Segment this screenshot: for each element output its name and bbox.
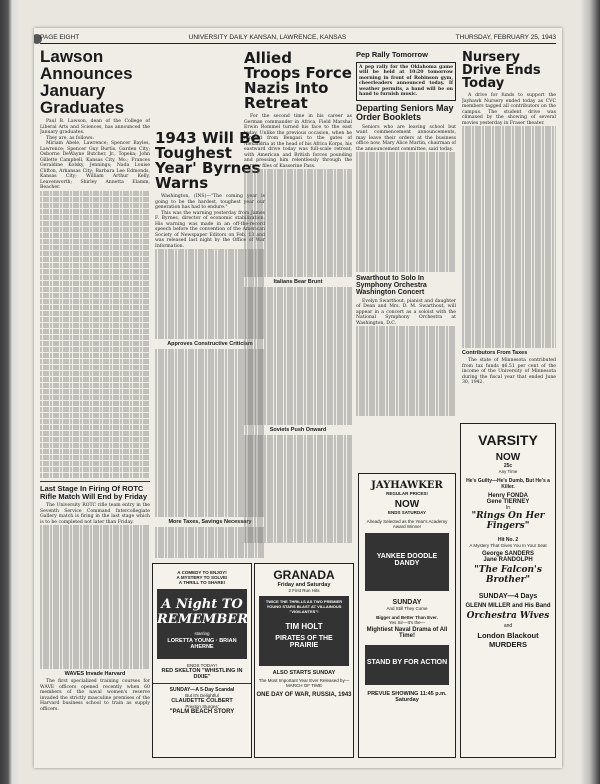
- night-tag-1: A COMEDY TO ENJOY!: [177, 570, 227, 575]
- column-1: [40, 48, 150, 763]
- night-tag-3: A THRILL TO SHARE!: [178, 580, 226, 585]
- jayhawker-bigger: Bigger and Better Than Ever.: [376, 615, 438, 620]
- folio-page-number: PAGE EIGHT: [40, 34, 80, 41]
- allied-lead: For the second time in his career as German commander in Africa, Field Marshal Erwin Rommel turned his face to the east today. Unlike the previous occasion, when he romped from Bengasi to the gates of Alexandria at the head of his Africa Korps, his eastward drive today was full-scale retreat, with American and British forces pounding and pressing him relentlessly through the narrow files of Kasserine Pass.: [244, 114, 352, 169]
- jayhawker-prices: REGULAR PRICES!: [386, 491, 428, 496]
- swarthout-body: Evelyn Swarthout, pianist and daughter of Dean and Mrs. D. M. Swarthout, will appear in a concert as a soloist with the National Symphony Orchestra at Washington, D.C.: [356, 298, 456, 326]
- contributors-body: The state of Minnesota contributed from tax funds $6.51 per cent of the income of the University of Minnesota during the fiscal year that ended June 30, 1942.: [462, 358, 556, 385]
- varsity-name: VARSITY: [478, 432, 538, 448]
- varsity-hit2: Hit No. 2: [497, 537, 519, 543]
- varsity-any-time: Any Time: [498, 469, 518, 474]
- night-title: A Night TO REMEMBER: [157, 597, 249, 627]
- night-ends: ENDS TODAY!: [186, 663, 217, 668]
- body-text-filler: [244, 287, 352, 425]
- body-text-filler: [356, 326, 456, 416]
- jayhawker-sunday: SUNDAY: [392, 599, 422, 606]
- varsity-stars-5: GLENN MILLER and His Band: [465, 603, 551, 609]
- ad-varsity: [460, 423, 556, 758]
- body-text-filler: [244, 169, 352, 277]
- varsity-in: In: [505, 505, 511, 511]
- seniors-headline: Departing Seniors May Order Booklets: [356, 102, 454, 122]
- jayhawker-poster: [365, 533, 449, 591]
- jayhawker-still: And Still They Come: [386, 606, 428, 611]
- varsity-hit2-tag: A Mystery That Gives You In Your Seat: [469, 543, 547, 548]
- nursery-body: A drive for funds to support the Jayhawk Nursery ended today as CVC members tagged all contributors on the campus. The student drive was climaxed by the showing of several movies yesterday in Fraser theater.: [462, 93, 556, 126]
- jayhawker-mightiest: Mightiest Naval Drama of All Time!: [366, 627, 448, 639]
- column-4: [462, 48, 556, 418]
- jayhawker-poster-2: [365, 645, 449, 685]
- jayhawker-ends: ENDS SATURDAY: [387, 510, 426, 515]
- jayhawker-yes: Yes Sir—It's the—: [388, 620, 426, 625]
- granada-days: Friday and Saturday: [277, 582, 331, 588]
- varsity-now: NOW: [495, 452, 521, 463]
- varsity-stars-1: Henry FONDA: [487, 493, 528, 499]
- byrnes-lead: Washington, (INS)—"The coming year is going to be the hardest, toughest year our generation has had to endure.": [155, 194, 265, 210]
- newspaper-page: [34, 28, 562, 768]
- granada-important: The Most Important Year Ever Released by— MARCH OF TIME: [258, 678, 350, 688]
- allied-headline: Allied Troops Force Nazis Into Retreat: [244, 49, 352, 112]
- granada-also: ALSO STARTS SUNDAY: [272, 670, 336, 676]
- byrnes-headline: 1943 Will Be Toughest Year' Byrnes Warns: [155, 129, 261, 192]
- ad-night-to-remember: [152, 563, 252, 758]
- night-stars: LORETTA YOUNG · BRIAN AHERNE: [167, 638, 237, 650]
- seniors-body: Seniors who are leaving school but want commencement announcements, may leave their orders at the business office now, Mary Alice Martin, chairman of the announcement committee, said today.: [356, 124, 456, 152]
- granada-name: GRANADA: [273, 568, 335, 582]
- jayhawker-stand: STAND BY FOR ACTION: [366, 659, 448, 666]
- lawson-headline: Lawson Announces January Graduates: [40, 48, 133, 117]
- rally-headline: Pep Rally Tomorrow: [356, 50, 428, 59]
- varsity-and: and: [503, 623, 513, 629]
- folio-date: THURSDAY, FEBRUARY 25, 1943: [455, 34, 556, 41]
- granada-tag: TWICE THE THRILLS AS TWO PREMIER YOUNG STARS BLAST AT VILLAINOUS "VIGILANTES"!: [265, 599, 343, 614]
- jayhawker-tagline: Already Selected as the Year's Academy Award Winner: [366, 519, 448, 529]
- night-poster: [157, 589, 247, 659]
- jayhawker-name: JAYHAWKER: [371, 480, 443, 491]
- night-tag-2: A MYSTERY TO SOLVE!: [176, 575, 228, 580]
- granada-tim: TIM HOLT: [285, 622, 323, 631]
- byrnes-subhead: Approves Constructive Criticism: [167, 340, 253, 347]
- waves-subhead: WAVES Invade Harvard: [64, 670, 126, 677]
- varsity-stars-2: Gene TIERNEY: [486, 499, 530, 505]
- waves-body: The first specialized training courses for WAVE officers opened recently when 60 members of the naval women's reserve invaded the strictly masculine premises of the Harvard business school to train as supply officers.: [40, 679, 150, 712]
- rotc-headline: Last Stage In Firing Of ROTC Rifle Match Will End by Friday: [40, 484, 148, 501]
- swarthout-headline: Swarthout to Solo In Symphony Orchestra Washington Concert: [356, 274, 427, 296]
- night-starring: starring: [194, 631, 210, 636]
- night-but: But It's Delightful: [185, 693, 219, 698]
- varsity-title-3: Orchestra Wives: [466, 611, 550, 621]
- contributors-subhead: Contributors From Taxes: [462, 349, 528, 356]
- night-palm: "PALM BEACH STORY: [169, 709, 235, 715]
- varsity-title: "Rings On Her Fingers": [471, 511, 545, 531]
- night-sunday: SUNDAY—A 5-Day Scandal: [169, 687, 235, 693]
- body-text-filler: [356, 152, 456, 272]
- body-text-filler: [40, 525, 150, 669]
- rally-body: A pep rally for the Oklahoma game will be held at 10:20 tomorrow morning in front of Robinson gym, cheerleaders announced today. If weather permits, a band will be on hand to furnish music.: [359, 64, 453, 97]
- varsity-price: 25c: [503, 463, 513, 469]
- body-text-filler: [40, 191, 150, 479]
- jayhawker-now: NOW: [394, 499, 420, 510]
- varsity-stars-4: Jane RANDOLPH: [483, 557, 533, 563]
- granada-poster: [259, 596, 349, 666]
- allied-subhead: Italians Bear Brunt: [273, 278, 323, 285]
- jayhawker-film: YANKEE DOODLE DANDY: [376, 553, 438, 567]
- night-claudette: CLAUDETTE COLBERT: [171, 698, 233, 704]
- varsity-sunday: SUNDAY—4 Days: [478, 593, 538, 600]
- nursery-headline: Nursery Drive Ends Today: [462, 50, 541, 91]
- jayhawker-preview: PREVUE SHOWING 11:45 p.m. Saturday: [367, 691, 447, 703]
- granada-one-day: ONE DAY OF WAR, RUSSIA, 1943: [256, 692, 352, 698]
- folio-paper-name: UNIVERSITY DAILY KANSAN, LAWRENCE, KANSAS: [188, 34, 347, 41]
- byrnes-body: This was the warning yesterday from James F. Byrnes, director of economic stabilization. His warning was made in an off-the-record speech before the convention of the American Society of Newspaper Editors on Feb. 13 and was released last night by the Office of War Information.: [155, 210, 265, 249]
- divider: [40, 481, 150, 482]
- ad-jayhawker: [358, 473, 456, 758]
- varsity-title-4: London Blackout MURDERS: [477, 631, 539, 649]
- night-preston: Preston Sturges': [185, 704, 219, 709]
- granada-pirates: PIRATES OF THE PRAIRIE: [275, 635, 333, 649]
- lawson-intro: They are, as follows:: [46, 135, 94, 141]
- body-text-filler: [462, 126, 556, 348]
- lawson-body: Miriam Abele, Lawrence; Spencer Bayles, Lawrence; Spencer Guy Burtis, Garden City; Osborne DeWayne Butcher, Jr., Topeka; John Gillette Campbell, Kansas City, Mo.; Frances Geraldine Kolsky, Jennings; Nada Louise Clifton, Arkansas City; Barbara Lee Edmonds, Kansas City; William Arthur Kelly, Leavenworth; Shirley Annetta Elamm, Beacher.: [40, 141, 150, 190]
- varsity-title-2: "The Falcon's Brother": [474, 565, 542, 585]
- ad-granada: [254, 563, 354, 758]
- divider: [153, 683, 251, 684]
- granada-hits: 2 First Run Hits: [288, 588, 320, 593]
- allied-article: [244, 48, 352, 563]
- page-folio: [40, 34, 556, 44]
- allied-subhead-2: Soviets Push Onward: [269, 426, 327, 433]
- rally-box: [356, 62, 456, 101]
- body-text-filler: [244, 435, 352, 543]
- varsity-tagline: He's Guilty—He's Dumb, But He's a Killer.: [466, 478, 550, 490]
- byrnes-subhead-2: More Taxes, Savings Necessary: [168, 518, 252, 525]
- lawson-lead: Paul B. Lawson, dean of the College of Liberal Arts and Sciences, has announced the January graduates.: [40, 119, 150, 135]
- column-3: [356, 48, 456, 468]
- varsity-stars-3: George SANDERS: [481, 551, 534, 557]
- night-red-skelton: RED SKELTON "WHISTLING IN DIXIE": [161, 668, 243, 680]
- rotc-body: The University ROTC rifle team entry in the Seventh Service Command Intercollegiate Gallery match is firing in the last stage which is to be completed not later than Friday.: [40, 503, 150, 525]
